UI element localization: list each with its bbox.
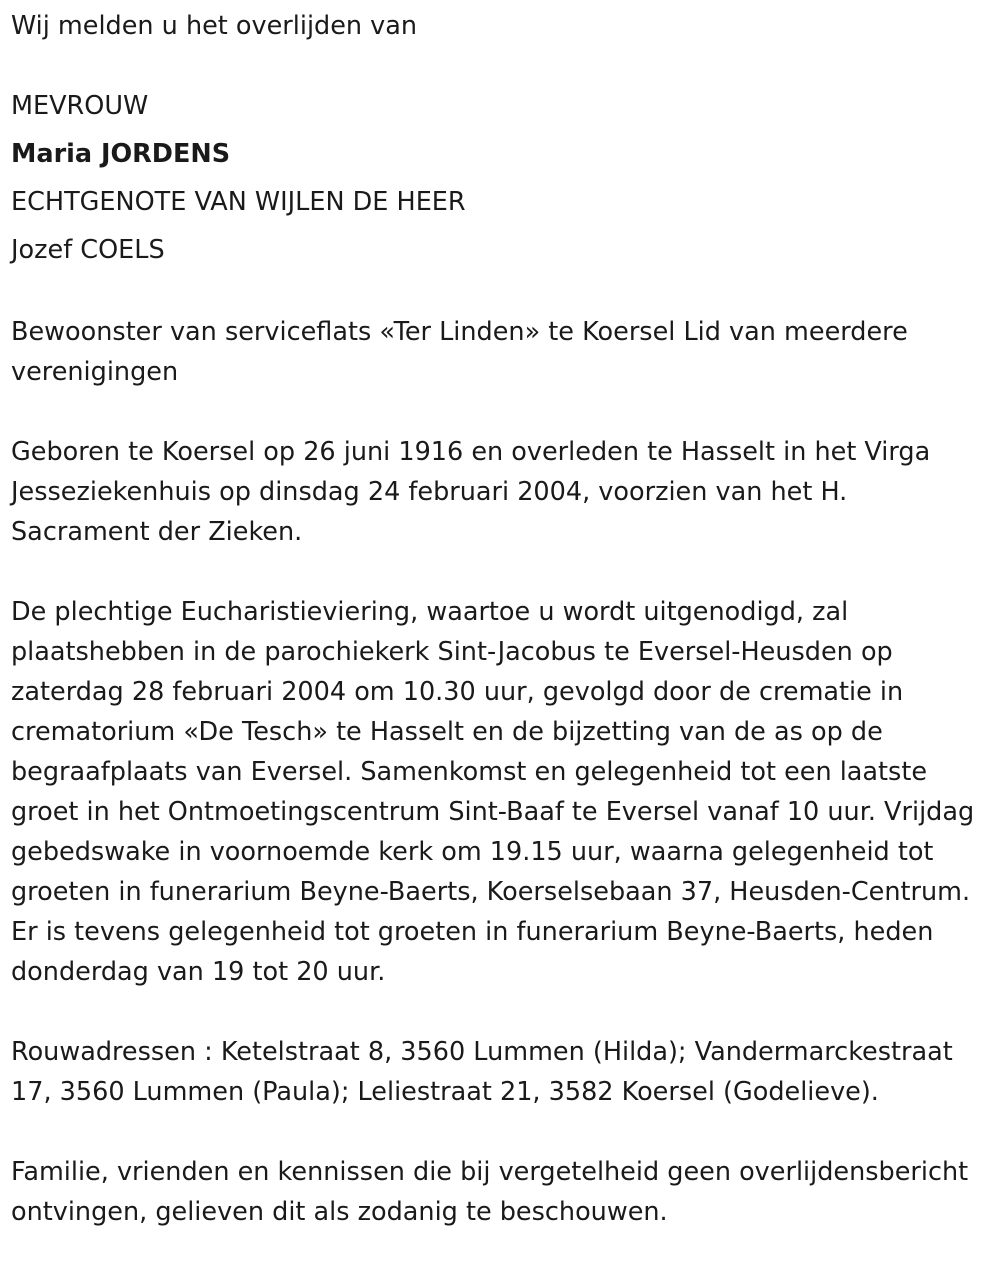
closing-paragraph: Familie, vrienden en kennissen die bij vergetelheid geen overlijdensbericht ontvingen, gelieven dit als zodanig te beschouwen. [11,1157,969,1227]
spacer [11,992,981,1032]
deceased-name: Maria JORDENS [11,139,231,169]
birth-death-paragraph: Geboren te Koersel op 26 juni 1916 en overleden te Hasselt in het Virga Jesseziekenhuis op dinsdag 24 februari 2004, voorzien van het H. Sacrament der Zieken. [11,437,931,547]
intro-text: Wij melden u het overlijden van [11,11,418,41]
spacer [11,46,981,82]
spacer [11,274,981,312]
residence-paragraph: Bewoonster van serviceflats «Ter Linden» te Koersel Lid van meerdere verenigingen [11,317,908,387]
honorific-title: MEVROUW [11,91,149,121]
spacer [11,1112,981,1152]
spouse-name: Jozef COELS [11,235,165,265]
relation-text: ECHTGENOTE VAN WIJLEN DE HEER [11,187,466,217]
death-notice [11,0,981,1232]
spacer [11,392,981,432]
addresses-paragraph: Rouwadressen : Ketelstraat 8, 3560 Lummen (Hilda); Vandermarckestraat 17, 3560 Lummen (Paula); Leliestraat 21, 3582 Koersel (Godelieve). [11,1037,953,1107]
ceremony-paragraph: De plechtige Eucharistieviering, waartoe u wordt uitgenodigd, zal plaatshebben in de parochiekerk Sint-Jacobus te Eversel-Heusden op zaterdag 28 februari 2004 om 10.30 uur, gevolgd door de crematie in crematorium «De Tesch» te Hasselt en de bijzetting van de as op de begraafplaats van Eversel. Samenkomst en gelegenheid tot een laatste groet in het Ontmoetingscentrum Sint-Baaf te Eversel vanaf 10 uur. Vrijdag gebedswake in voornoemde kerk om 19.15 uur, waarna gelegenheid tot groeten in funerarium Beyne-Baerts, Koerselsebaan 37, Heusden-Centrum. Er is tevens gelegenheid tot groeten in funerarium Beyne-Baerts, heden donderdag van 19 tot 20 uur. [11,597,975,987]
spacer [11,552,981,592]
